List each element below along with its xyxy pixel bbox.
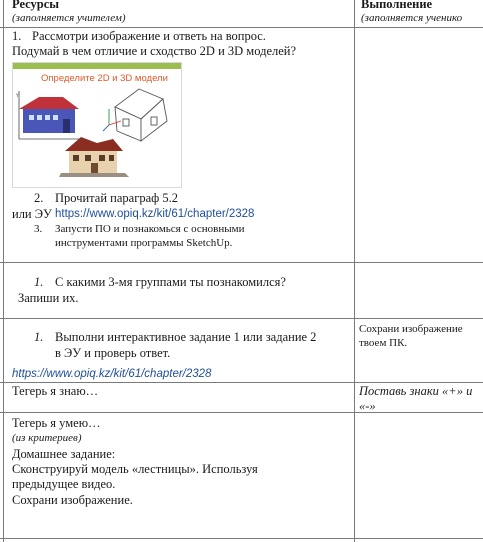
row-divider [0,27,483,28]
interactive-task-text: Выполни интерактивное задание 1 или задание 2 [55,330,317,344]
save-image-homework: Сохрани изображение. [12,493,133,507]
3d-wireframe-house-icon [103,89,167,141]
3d-textured-house-icon [59,137,129,177]
row-divider [0,318,483,319]
svg-text:Y: Y [16,93,19,98]
save-image-instruction: Сохрани изображение [359,323,463,335]
task-2-text: Прочитай параграф 5.2 [55,191,178,205]
resources-subheader: (заполняется учителем) [12,12,126,24]
now-i-can-label: Тегерь я умею… [12,416,101,430]
question-number: 1. [34,275,44,289]
write-them-instruction: Запиши их. [18,291,79,305]
task-3-number: 3. [34,223,43,235]
left-border [3,0,4,542]
save-image-instruction-continued: твоем ПК. [359,337,408,349]
image-caption: Определите 2D и 3D модели [41,73,168,84]
row-divider [0,412,483,413]
homework-heading: Домашнее задание: [12,447,116,461]
row-divider [0,262,483,263]
groups-question: С какими 3-мя группами ты познакомился? [55,275,286,289]
task-1-number: 1. [12,29,22,43]
models-illustration [13,63,181,187]
exercise-number: 1. [34,330,44,344]
chapter-link[interactable]: https://www.opiq.kz/kit/61/chapter/2328 [55,208,255,220]
resources-header: Ресурсы [12,0,60,11]
execution-subheader: (заполняется ученико [361,12,463,24]
criteria-note: (из критериев) [12,432,82,444]
column-divider [354,0,355,542]
task-2-prefix: или ЭУ [12,207,52,221]
row-divider [0,382,483,383]
homework-task-continued: предыдущее видео. [12,477,116,491]
mark-signs-instruction-continued: «-» [359,399,376,413]
task-1-question: Подумай в чем отличие и сходство 2D и 3D моделей? [12,44,297,58]
task-3-text: Запусти ПО и познакомься с основными [55,223,245,235]
mark-signs-instruction: Поставь знаки «+» и [359,384,473,398]
exercise-link[interactable]: https://www.opiq.kz/kit/61/chapter/2328 [12,368,212,380]
interactive-task-text-continued: в ЭУ и проверь ответ. [55,346,171,360]
task-3-text-continued: инструментами программы SketchUp. [55,237,233,249]
2d-house-icon [19,97,79,133]
bottom-border [0,538,483,539]
now-i-know-label: Тегерь я знаю… [12,384,99,398]
task-1-text: Рассмотри изображение и ответь на вопрос. [32,29,266,43]
execution-header: Выполнение [361,0,433,11]
homework-task: Сконструируй модель «лестницы». Используя [12,462,258,476]
2d-3d-models-image [12,62,182,188]
task-2-number: 2. [34,191,44,205]
